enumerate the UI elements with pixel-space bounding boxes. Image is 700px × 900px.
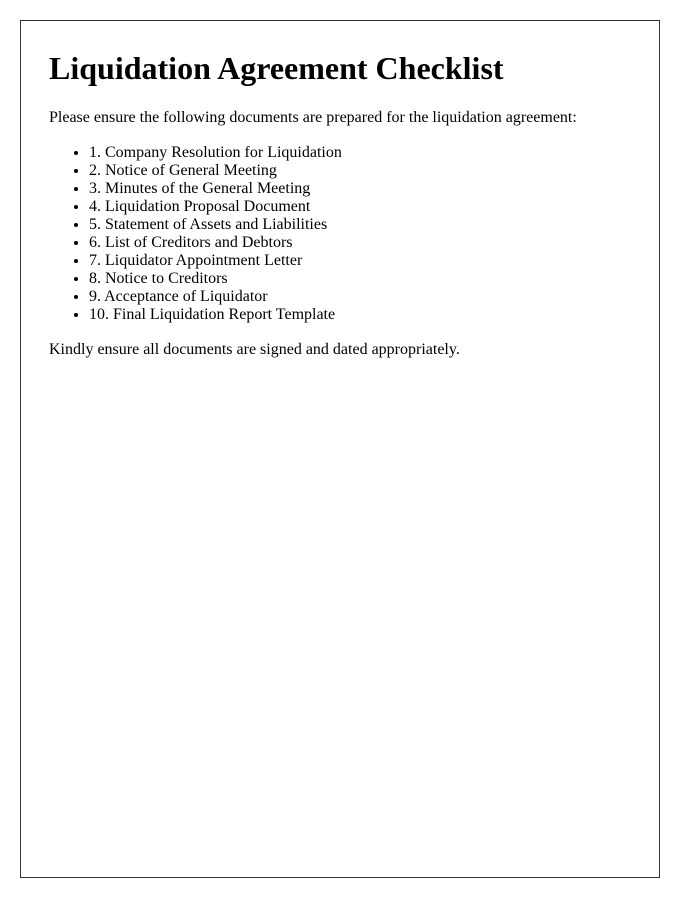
checklist-item: • 8. Notice to Creditors <box>89 270 631 288</box>
checklist-item: • 10. Final Liquidation Report Template <box>89 306 631 324</box>
checklist-item: • 5. Statement of Assets and Liabilities <box>89 216 631 234</box>
document-page <box>20 20 660 878</box>
checklist-item: • 3. Minutes of the General Meeting <box>89 180 631 198</box>
checklist-item: • 1. Company Resolution for Liquidation <box>89 144 631 162</box>
checklist-item: • 7. Liquidator Appointment Letter <box>89 252 631 270</box>
page-title: Liquidation Agreement Checklist <box>49 50 504 86</box>
checklist-item: • 4. Liquidation Proposal Document <box>89 198 631 216</box>
checklist-item: • 9. Acceptance of Liquidator <box>89 288 631 306</box>
checklist-item: • 2. Notice of General Meeting <box>89 162 631 180</box>
closing-text: Kindly ensure all documents are signed and dated appropriately. <box>49 341 460 358</box>
checklist-item: • 6. List of Creditors and Debtors <box>89 234 631 252</box>
intro-text: Please ensure the following documents are prepared for the liquidation agreement: <box>49 109 577 126</box>
document-checklist <box>49 144 631 324</box>
